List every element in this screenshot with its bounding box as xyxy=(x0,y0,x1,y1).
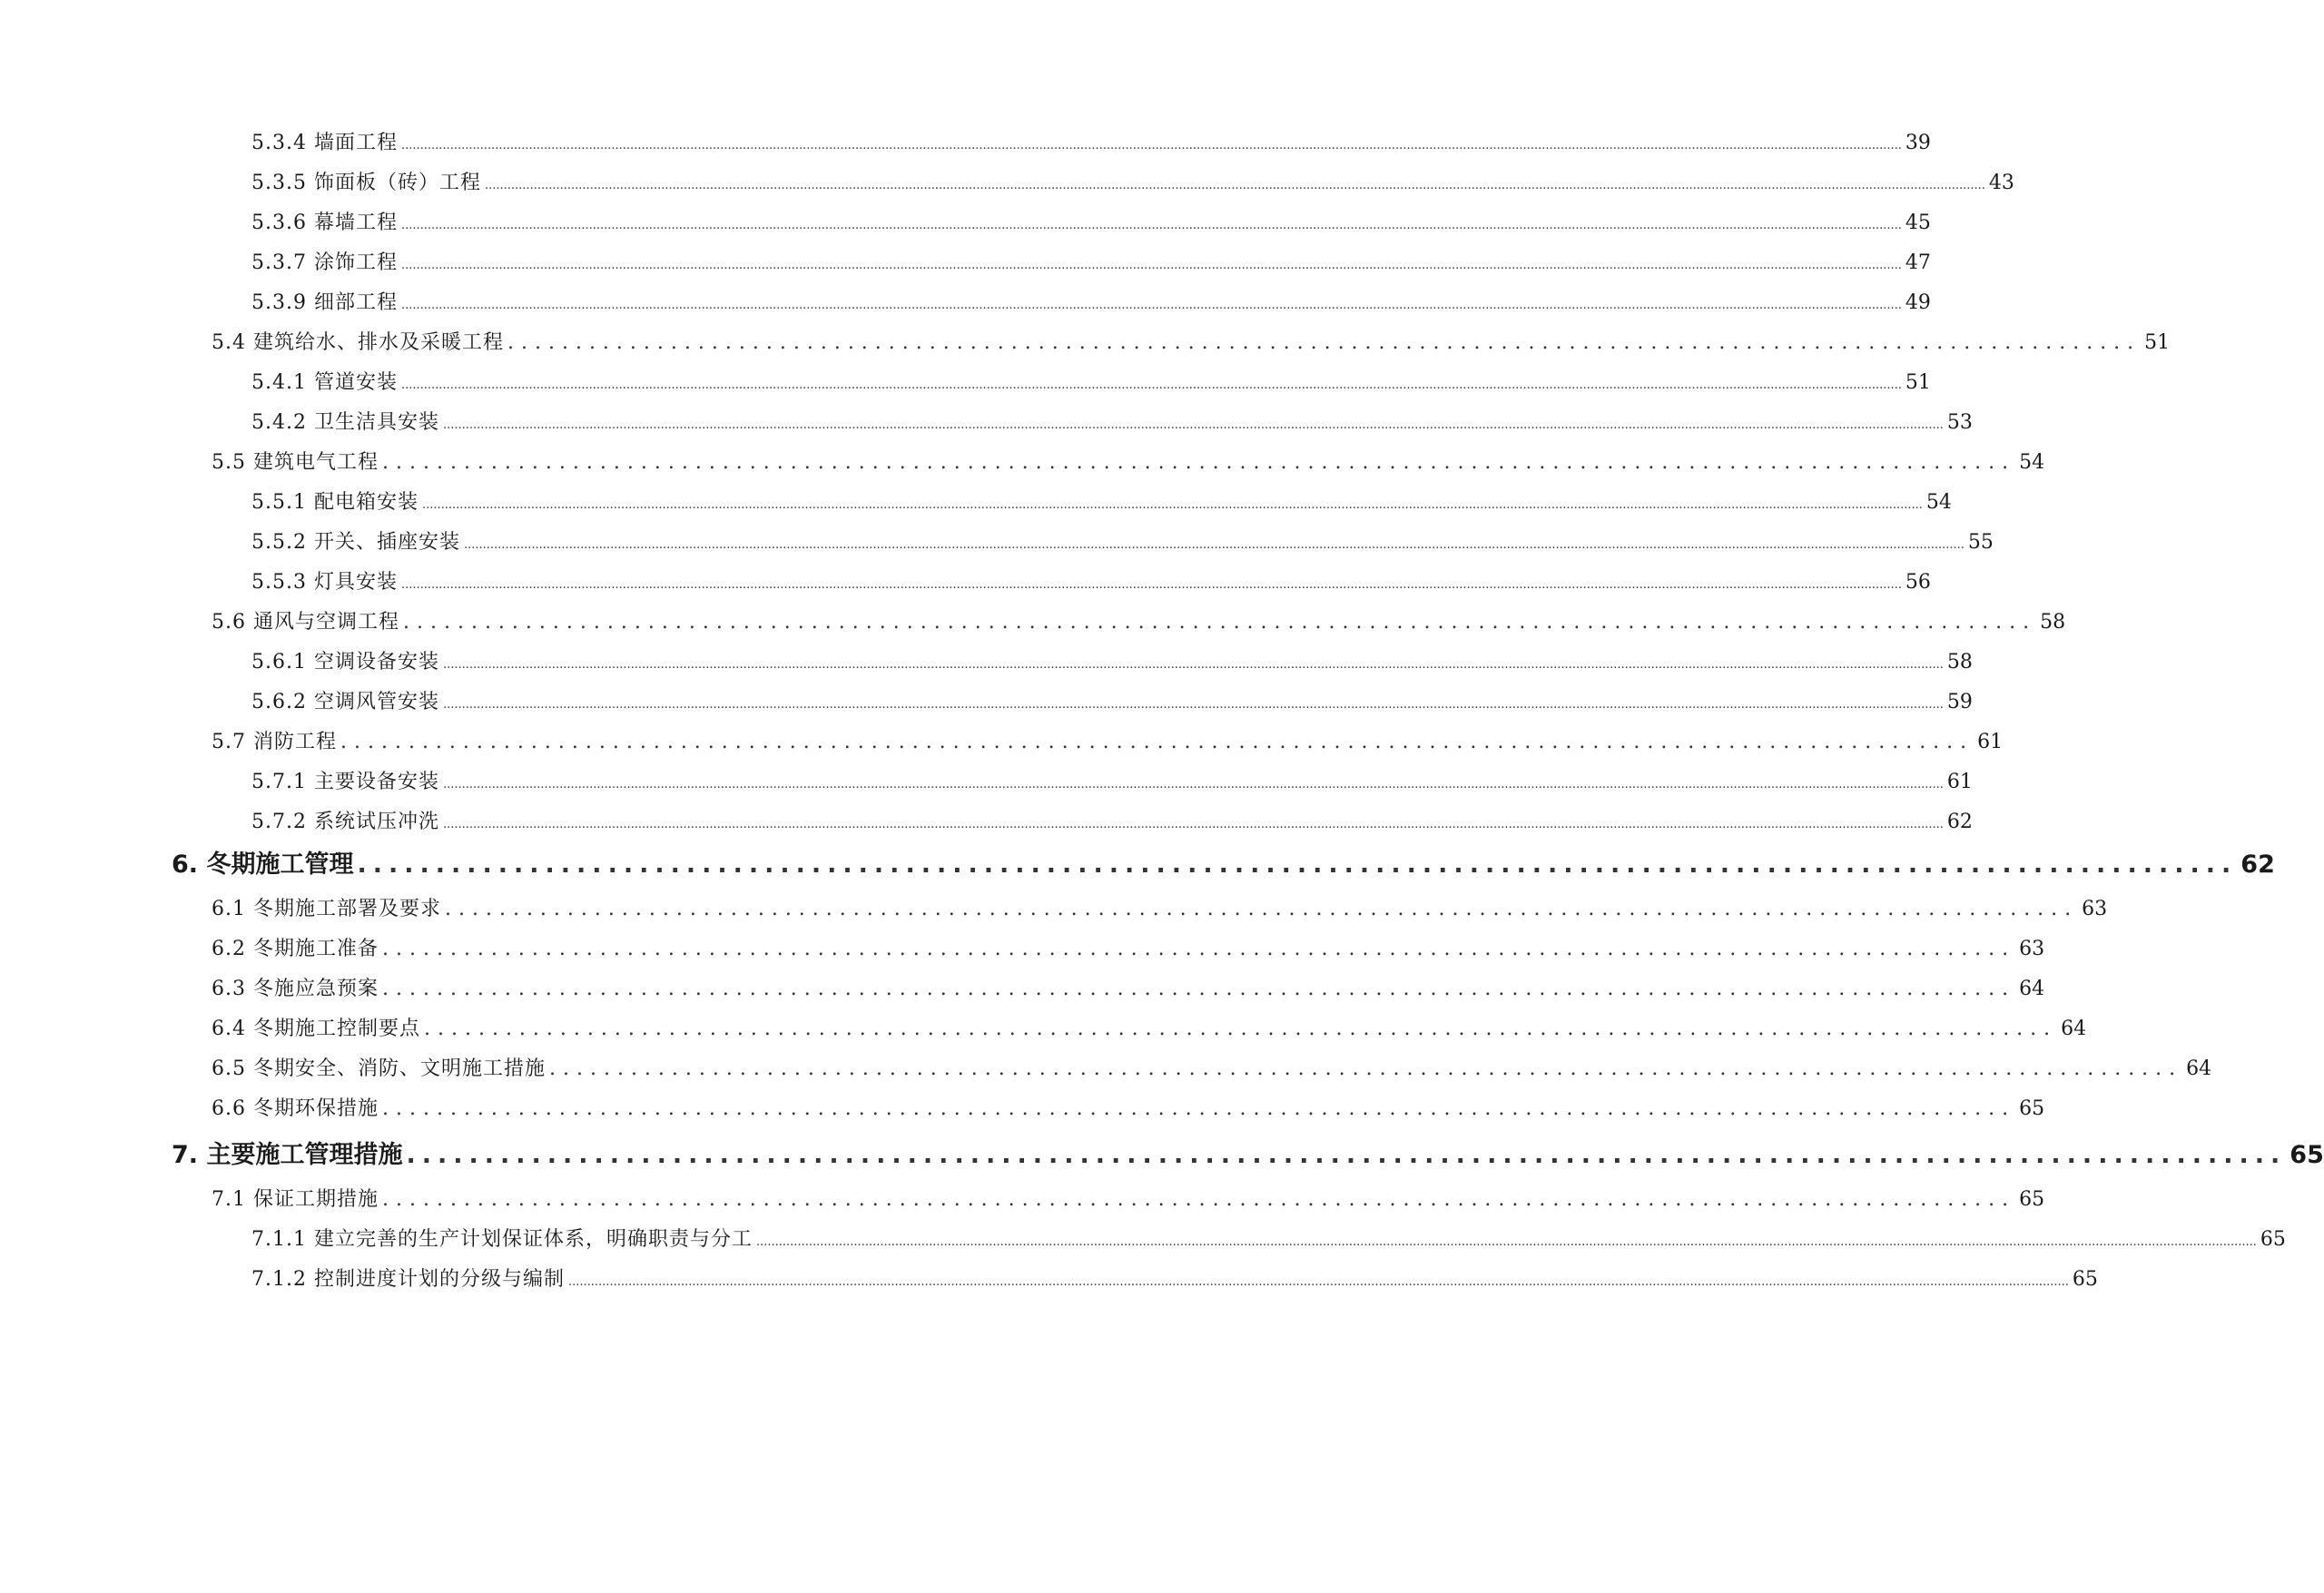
toc-entry-page-number: 59 xyxy=(1946,691,1973,713)
toc-entry-title: 5.3.5 饰面板（砖）工程 xyxy=(251,172,481,194)
toc-entry[interactable] xyxy=(212,726,2004,754)
toc-entry-page-number: 51 xyxy=(1905,371,1931,394)
dot-leader: ................................................................................................................................................................................................................................................................................................................................................................................................................ xyxy=(442,698,1944,712)
toc-entry-title: 5.6.1 空调设备安装 xyxy=(251,651,439,674)
toc-entry-page-number: 65 xyxy=(2290,1141,2324,1169)
toc-entry-title: 6.3 冬施应急预案 xyxy=(212,978,379,1000)
dot-leader: ................................................................................................................................................................................................................................................................................................................................................................................................................ xyxy=(400,299,1902,312)
toc-entry-page-number: 65 xyxy=(2019,1097,2045,1120)
toc-entry-title: 5.3.7 涂饰工程 xyxy=(251,251,398,274)
toc-entry[interactable] xyxy=(212,1053,2212,1081)
dot-leader: ................................................................................................................................................................................................................................................................................................................................................................................................................ xyxy=(442,818,1944,831)
toc-entry[interactable] xyxy=(251,367,1931,395)
dot-leader: ................................................................................................................................................................................................................................................................................................................................................................................................................ xyxy=(442,778,1944,792)
dot-leader: ........................................................................................................................ xyxy=(548,1057,2183,1080)
dot-leader: ................................................................................................................................................................................................................................................................................................................................................................................................................ xyxy=(421,498,1923,512)
dot-leader: ........................................................................................................................ xyxy=(381,978,2016,1000)
toc-entry-page-number: 61 xyxy=(1946,771,1973,793)
toc-entry[interactable] xyxy=(251,526,1994,555)
toc-entry-page-number: 54 xyxy=(1925,491,1952,514)
toc-entry[interactable] xyxy=(251,566,1931,595)
toc-entry-title: 5.3.4 墙面工程 xyxy=(251,132,398,154)
dot-leader: ................................................................................................................................................................................................................................................................................................................................................................................................................ xyxy=(400,259,1902,272)
toc-entry-title: 6.5 冬期安全、消防、文明施工措施 xyxy=(212,1057,546,1080)
toc-entry[interactable] xyxy=(251,487,1952,515)
toc-entry-page-number: 39 xyxy=(1905,132,1931,154)
toc-entry[interactable] xyxy=(251,766,1973,794)
dot-leader: ................................................................................................................................................................................................................................................................................................................................................................................................................ xyxy=(442,418,1944,432)
toc-entry-page-number: 65 xyxy=(2072,1268,2098,1291)
toc-entry-page-number: 47 xyxy=(1905,251,1931,274)
toc-entry[interactable] xyxy=(251,686,1973,714)
toc-entry-page-number: 56 xyxy=(1905,571,1931,594)
toc-entry-title: 5.5.1 配电箱安装 xyxy=(251,491,419,514)
dot-leader: ........................................................................................................................ xyxy=(381,1188,2016,1211)
toc-entry-title: 7.1.2 控制进度计划的分级与编制 xyxy=(251,1268,565,1291)
toc-entry[interactable] xyxy=(212,1013,2087,1041)
dot-leader: ........................................................................................................................ xyxy=(507,331,2142,354)
dot-leader: ................................................................................................................................................................................................................................................................................................................................................................................................................ xyxy=(400,139,1902,152)
toc-entry-title: 7.1 保证工期措施 xyxy=(212,1188,379,1211)
toc-entry-title: 5.6.2 空调风管安装 xyxy=(251,691,439,713)
toc-entry-title: 6.6 冬期环保措施 xyxy=(212,1097,379,1120)
toc-entry-title: 5.4 建筑给水、排水及采暖工程 xyxy=(212,331,504,354)
dot-leader: ........................................................................................................................ xyxy=(357,851,2238,879)
toc-entry-page-number: 58 xyxy=(2040,611,2066,634)
toc-entry[interactable] xyxy=(251,1224,2286,1252)
toc-entry-title: 5.7.2 系统试压冲洗 xyxy=(251,811,439,833)
toc-entry-title: 5.5.2 开关、插座安装 xyxy=(251,531,460,554)
toc-entry-page-number: 65 xyxy=(2019,1188,2045,1211)
toc-entry[interactable] xyxy=(251,287,1931,315)
toc-entry-page-number: 55 xyxy=(1967,531,1994,554)
toc-entry-page-number: 61 xyxy=(1977,731,2004,753)
toc-entry[interactable] xyxy=(172,1135,2324,1170)
toc-entry-page-number: 63 xyxy=(2019,938,2045,960)
toc-entry-page-number: 63 xyxy=(2082,898,2108,920)
dot-leader: ................................................................................................................................................................................................................................................................................................................................................................................................................ xyxy=(442,658,1944,672)
toc-entry-page-number: 58 xyxy=(1946,651,1973,674)
toc-entry-page-number: 64 xyxy=(2186,1057,2212,1080)
dot-leader: ........................................................................................................................ xyxy=(402,611,2037,634)
dot-leader: ........................................................................................................................ xyxy=(340,731,1974,753)
toc-entry[interactable] xyxy=(251,1264,2098,1292)
toc-entry-page-number: 45 xyxy=(1905,211,1931,234)
dot-leader: ........................................................................................................................ xyxy=(381,938,2016,960)
dot-leader: ................................................................................................................................................................................................................................................................................................................................................................................................................ xyxy=(567,1275,2069,1289)
dot-leader: ................................................................................................................................................................................................................................................................................................................................................................................................................ xyxy=(400,578,1902,592)
toc-entry-title: 6.1 冬期施工部署及要求 xyxy=(212,898,441,920)
toc-entry[interactable] xyxy=(212,327,2171,355)
toc-entry-page-number: 64 xyxy=(2019,978,2045,1000)
toc-entry[interactable] xyxy=(251,207,1931,235)
toc-entry[interactable] xyxy=(172,844,2275,880)
toc-entry-title: 5.7.1 主要设备安装 xyxy=(251,771,439,793)
toc-entry[interactable] xyxy=(251,646,1973,674)
toc-entry-title: 5.7 消防工程 xyxy=(212,731,337,753)
toc-entry-title: 7.1.1 建立完善的生产计划保证体系，明确职责与分工 xyxy=(251,1228,753,1251)
dot-leader: ........................................................................................................................ xyxy=(444,898,2079,920)
toc-entry[interactable] xyxy=(212,933,2045,961)
toc-entry-title: 6.4 冬期施工控制要点 xyxy=(212,1018,420,1040)
toc-entry-title: 6. 冬期施工管理 xyxy=(172,851,354,879)
toc-entry-title: 5.3.9 细部工程 xyxy=(251,291,398,314)
toc-entry[interactable] xyxy=(251,806,1973,834)
toc-entry[interactable] xyxy=(251,127,1931,155)
toc-entry[interactable] xyxy=(212,1093,2045,1121)
toc-entry[interactable] xyxy=(212,973,2045,1001)
dot-leader: ........................................................................................................................ xyxy=(381,1097,2016,1120)
toc-entry-page-number: 62 xyxy=(1946,811,1973,833)
toc-entry-page-number: 54 xyxy=(2019,451,2045,474)
toc-entry-page-number: 43 xyxy=(1988,172,2014,194)
toc-entry-page-number: 64 xyxy=(2061,1018,2087,1040)
dot-leader: ................................................................................................................................................................................................................................................................................................................................................................................................................ xyxy=(755,1235,2257,1249)
toc-entry[interactable] xyxy=(212,1184,2045,1212)
toc-entry[interactable] xyxy=(212,893,2108,921)
toc-entry[interactable] xyxy=(251,247,1931,275)
toc-entry[interactable] xyxy=(212,606,2066,634)
toc-entry-page-number: 62 xyxy=(2240,851,2275,879)
toc-entry[interactable] xyxy=(212,447,2045,475)
dot-leader: ................................................................................................................................................................................................................................................................................................................................................................................................................ xyxy=(400,219,1902,232)
toc-entry-title: 5.6 通风与空调工程 xyxy=(212,611,399,634)
toc-entry[interactable] xyxy=(251,167,2014,195)
dot-leader: ................................................................................................................................................................................................................................................................................................................................................................................................................ xyxy=(400,379,1902,392)
toc-entry-page-number: 49 xyxy=(1905,291,1931,314)
toc-entry-title: 5.5.3 灯具安装 xyxy=(251,571,398,594)
toc-entry-page-number: 65 xyxy=(2260,1228,2286,1251)
toc-entry-title: 5.5 建筑电气工程 xyxy=(212,451,379,474)
toc-entry-title: 6.2 冬期施工准备 xyxy=(212,938,379,960)
toc-entry-page-number: 53 xyxy=(1946,411,1973,434)
toc-entry-page-number: 51 xyxy=(2144,331,2171,354)
dot-leader: ................................................................................................................................................................................................................................................................................................................................................................................................................ xyxy=(484,179,1985,192)
dot-leader: ........................................................................................................................ xyxy=(423,1018,2058,1040)
dot-leader: ........................................................................................................................ xyxy=(381,451,2016,474)
toc-entry-title: 5.4.1 管道安装 xyxy=(251,371,398,394)
dot-leader: ........................................................................................................................ xyxy=(406,1141,2287,1169)
toc-entry-title: 7. 主要施工管理措施 xyxy=(172,1141,403,1169)
toc-entry-title: 5.4.2 卫生洁具安装 xyxy=(251,411,439,434)
toc-entry-title: 5.3.6 幕墙工程 xyxy=(251,211,398,234)
dot-leader: ................................................................................................................................................................................................................................................................................................................................................................................................................ xyxy=(463,538,1965,552)
toc-entry[interactable] xyxy=(251,407,1973,435)
